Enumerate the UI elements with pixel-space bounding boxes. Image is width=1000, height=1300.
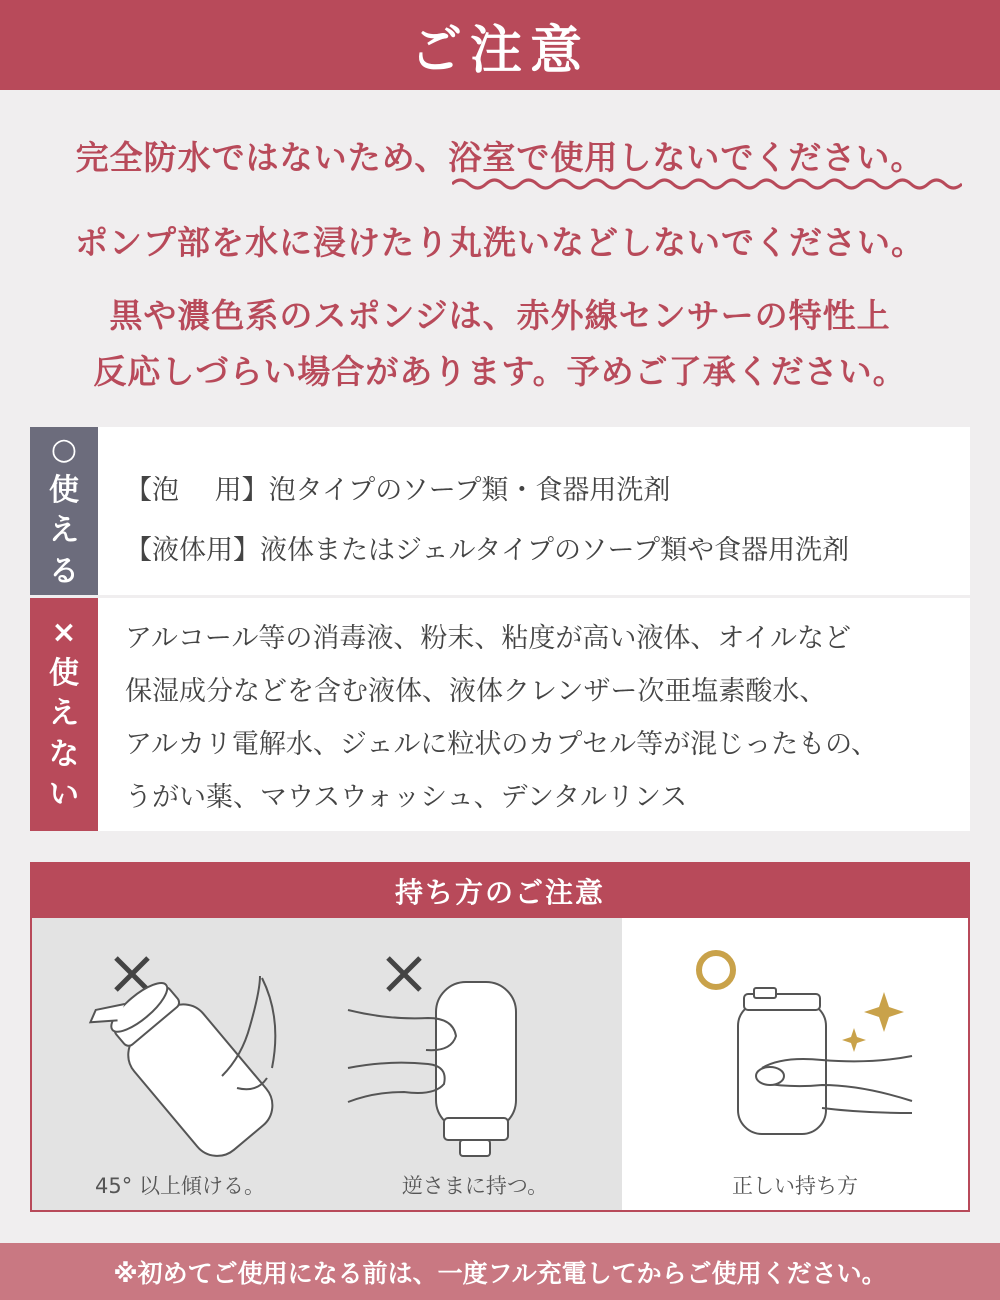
list-item: うがい薬、マウスウォッシュ、デンタルリンス <box>125 782 688 813</box>
holding-guide-title: 持ち方のご注意 <box>32 864 968 918</box>
warning-waterproof-part1: 完全防水ではないため、 <box>75 138 449 177</box>
side-char: な <box>49 736 79 772</box>
ok-circle-icon <box>699 953 733 987</box>
usable-side-label <box>30 427 98 595</box>
list-item: アルカリ電解水、ジェルに粒状のカプセル等が混じったもの、 <box>125 729 879 760</box>
ok-circle-icon: ○ <box>50 432 78 467</box>
wavy-underline <box>452 176 962 192</box>
unusable-side-label <box>30 598 98 831</box>
side-char: 使 <box>49 472 79 508</box>
caption-upside-down: 逆さまに持つ。 <box>401 1174 549 1198</box>
cross-icon <box>116 958 148 990</box>
caption-correct: 正しい持ち方 <box>732 1174 858 1198</box>
guide-tilt <box>32 918 328 1210</box>
correct-hold-illustration <box>622 918 968 1168</box>
usable-liquid: 【液体用】液体またはジェルタイプのソープ類や食器用洗剤 <box>125 535 850 566</box>
guide-correct <box>622 918 968 1210</box>
tilted-bottle-illustration <box>32 918 328 1168</box>
usable-list <box>125 461 960 581</box>
holding-guide <box>30 862 970 1212</box>
page-title: ご注意 <box>0 0 1000 90</box>
warning-sponge-2: 反応しづらい場合があります。予めご了承ください。 <box>93 352 907 391</box>
warning-waterproof <box>0 132 1000 179</box>
list-item: 保湿成分などを含む液体、液体クレンザー次亜塩素酸水、 <box>125 676 827 707</box>
warning-waterproof-highlight: 浴室で使用しないでください。 <box>448 138 925 177</box>
side-char: い <box>49 777 79 813</box>
guide-upside-down <box>328 918 622 1210</box>
side-char: る <box>49 553 79 589</box>
side-char: 使 <box>49 655 79 691</box>
warning-sponge-1: 黒や濃色系のスポンジは、赤外線センサーの特性上 <box>109 296 891 335</box>
unusable-panel <box>30 598 970 831</box>
unusable-list <box>125 612 960 824</box>
sparkle-icon <box>842 992 904 1052</box>
side-char: え <box>49 696 79 732</box>
cross-icon <box>388 958 420 990</box>
side-char: え <box>49 513 79 548</box>
usable-panel <box>30 427 970 595</box>
usable-foam: 【泡 用】泡タイプのソープ類・食器用洗剤 <box>125 475 671 506</box>
caption-tilt: 45° 以上傾ける。 <box>95 1174 265 1198</box>
footer-note: ※初めてご使用になる前は、一度フル充電してからご使用ください。 <box>0 1243 1000 1300</box>
warning-pump: ポンプ部を水に浸けたり丸洗いなどしないでください。 <box>75 223 925 262</box>
ng-cross-icon: × <box>51 615 77 651</box>
inverted-bottle-illustration <box>328 918 622 1168</box>
list-item: アルコール等の消毒液、粉末、粘度が高い液体、オイルなど <box>125 623 852 654</box>
